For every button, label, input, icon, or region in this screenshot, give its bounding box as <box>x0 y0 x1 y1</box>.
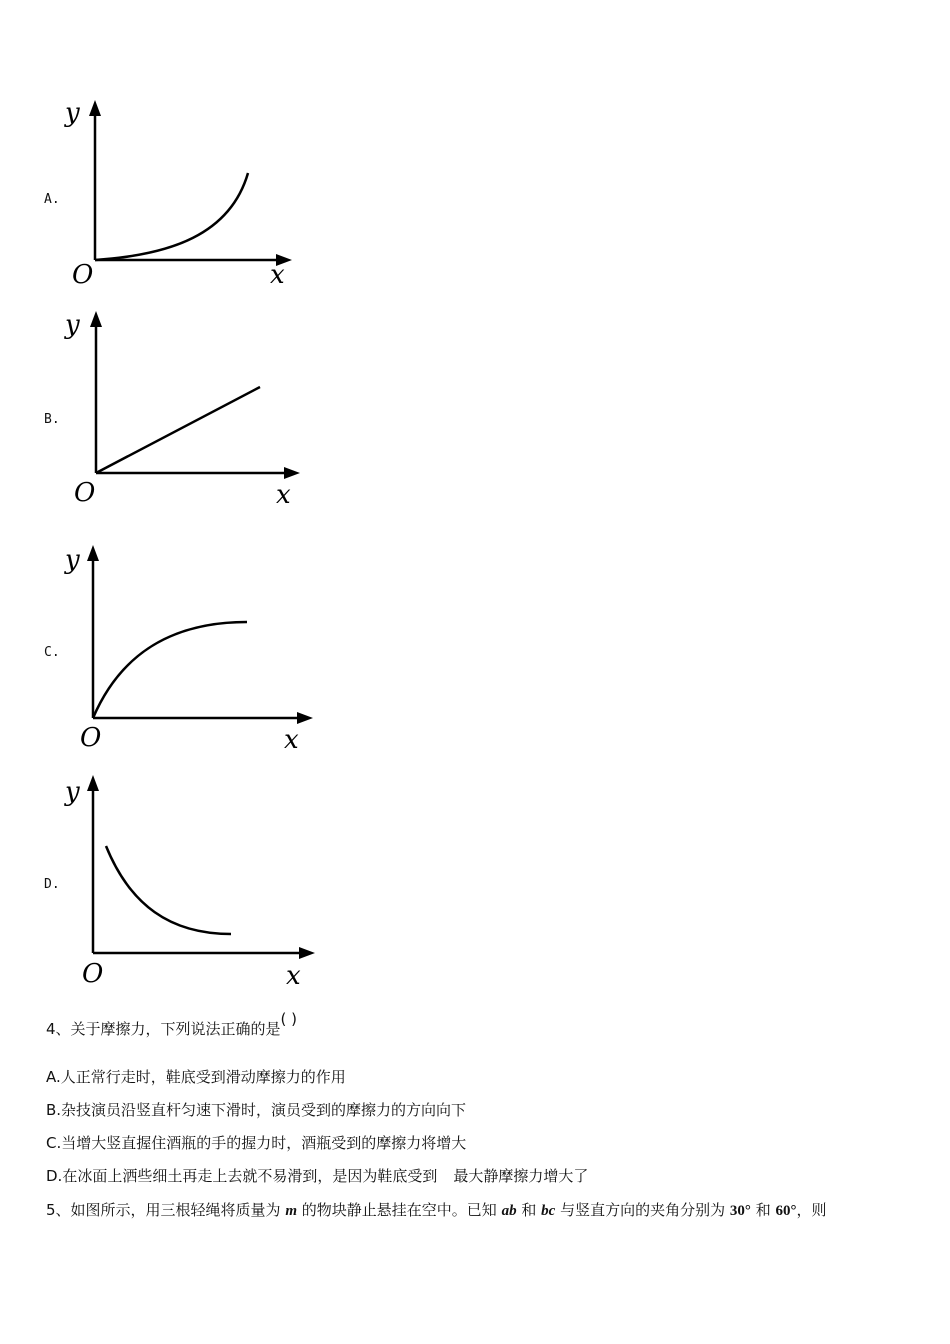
x-axis-label: x <box>286 961 301 990</box>
q5-text-1: 5、如图所示，用三根轻绳将质量为 <box>46 1201 281 1219</box>
graph-a <box>60 95 310 295</box>
x-axis-label: x <box>270 260 285 290</box>
y-axis-label: y <box>65 98 80 128</box>
q5-angle-1: 30° <box>729 1203 751 1219</box>
q5-text-4: 与竖直方向的夹角分别为 <box>560 1201 726 1219</box>
q5-text-3: 和 <box>521 1201 537 1219</box>
curve-a <box>95 173 248 260</box>
q5-mass-symbol: m <box>285 1203 297 1219</box>
origin-label: O <box>82 959 104 989</box>
option-c-label: C. <box>44 645 60 660</box>
q5-angle-2: 60° <box>775 1203 797 1219</box>
origin-label: O <box>72 260 94 290</box>
y-axis-label: y <box>65 545 80 575</box>
graph-d <box>60 770 330 990</box>
q4-choice-c: C.当增大竖直握住酒瓶的手的握力时，酒瓶受到的摩擦力将增大 <box>46 1134 467 1152</box>
curve-d <box>106 846 231 934</box>
q4-choice-d-part1: D.在冰面上洒些细土再走上去就不易滑到，是因为鞋底受到 <box>46 1167 438 1185</box>
q4-choice-a: A.人正常行走时，鞋底受到滑动摩擦力的作用 <box>46 1068 346 1086</box>
option-a-label: A. <box>44 192 60 207</box>
y-axis-label: y <box>65 310 80 340</box>
option-b-label: B. <box>44 412 60 427</box>
graph-c <box>60 540 330 755</box>
q4-stem <box>46 1010 298 1039</box>
x-axis-label: x <box>284 725 299 755</box>
y-axis-label: y <box>65 777 80 807</box>
q4-stem-text: 4、关于摩擦力，下列说法正确的是 <box>46 1020 281 1038</box>
q5-rope-ab: ab <box>501 1203 517 1219</box>
q5-text-2: 的物块静止悬挂在空中。已知 <box>301 1201 497 1219</box>
origin-label: O <box>74 478 96 508</box>
q5-text-5: 和 <box>755 1201 771 1219</box>
q4-choice-d-part2: 最大静摩擦力增大了 <box>453 1167 589 1185</box>
q4-answer-paren: ( ) <box>280 1010 298 1028</box>
q5-rope-bc: bc <box>541 1203 556 1219</box>
origin-label: O <box>80 723 102 753</box>
x-axis-label: x <box>276 480 291 510</box>
q5-stem <box>46 1199 827 1220</box>
curve-c <box>93 622 247 718</box>
curve-b <box>96 387 260 473</box>
option-d-label: D. <box>44 877 60 892</box>
q5-text-6: ，则 <box>796 1201 827 1219</box>
q4-choice-d <box>46 1165 588 1186</box>
graph-b <box>60 305 320 515</box>
q4-choice-b: B.杂技演员沿竖直杆匀速下滑时，演员受到的摩擦力的方向向下 <box>46 1101 467 1119</box>
